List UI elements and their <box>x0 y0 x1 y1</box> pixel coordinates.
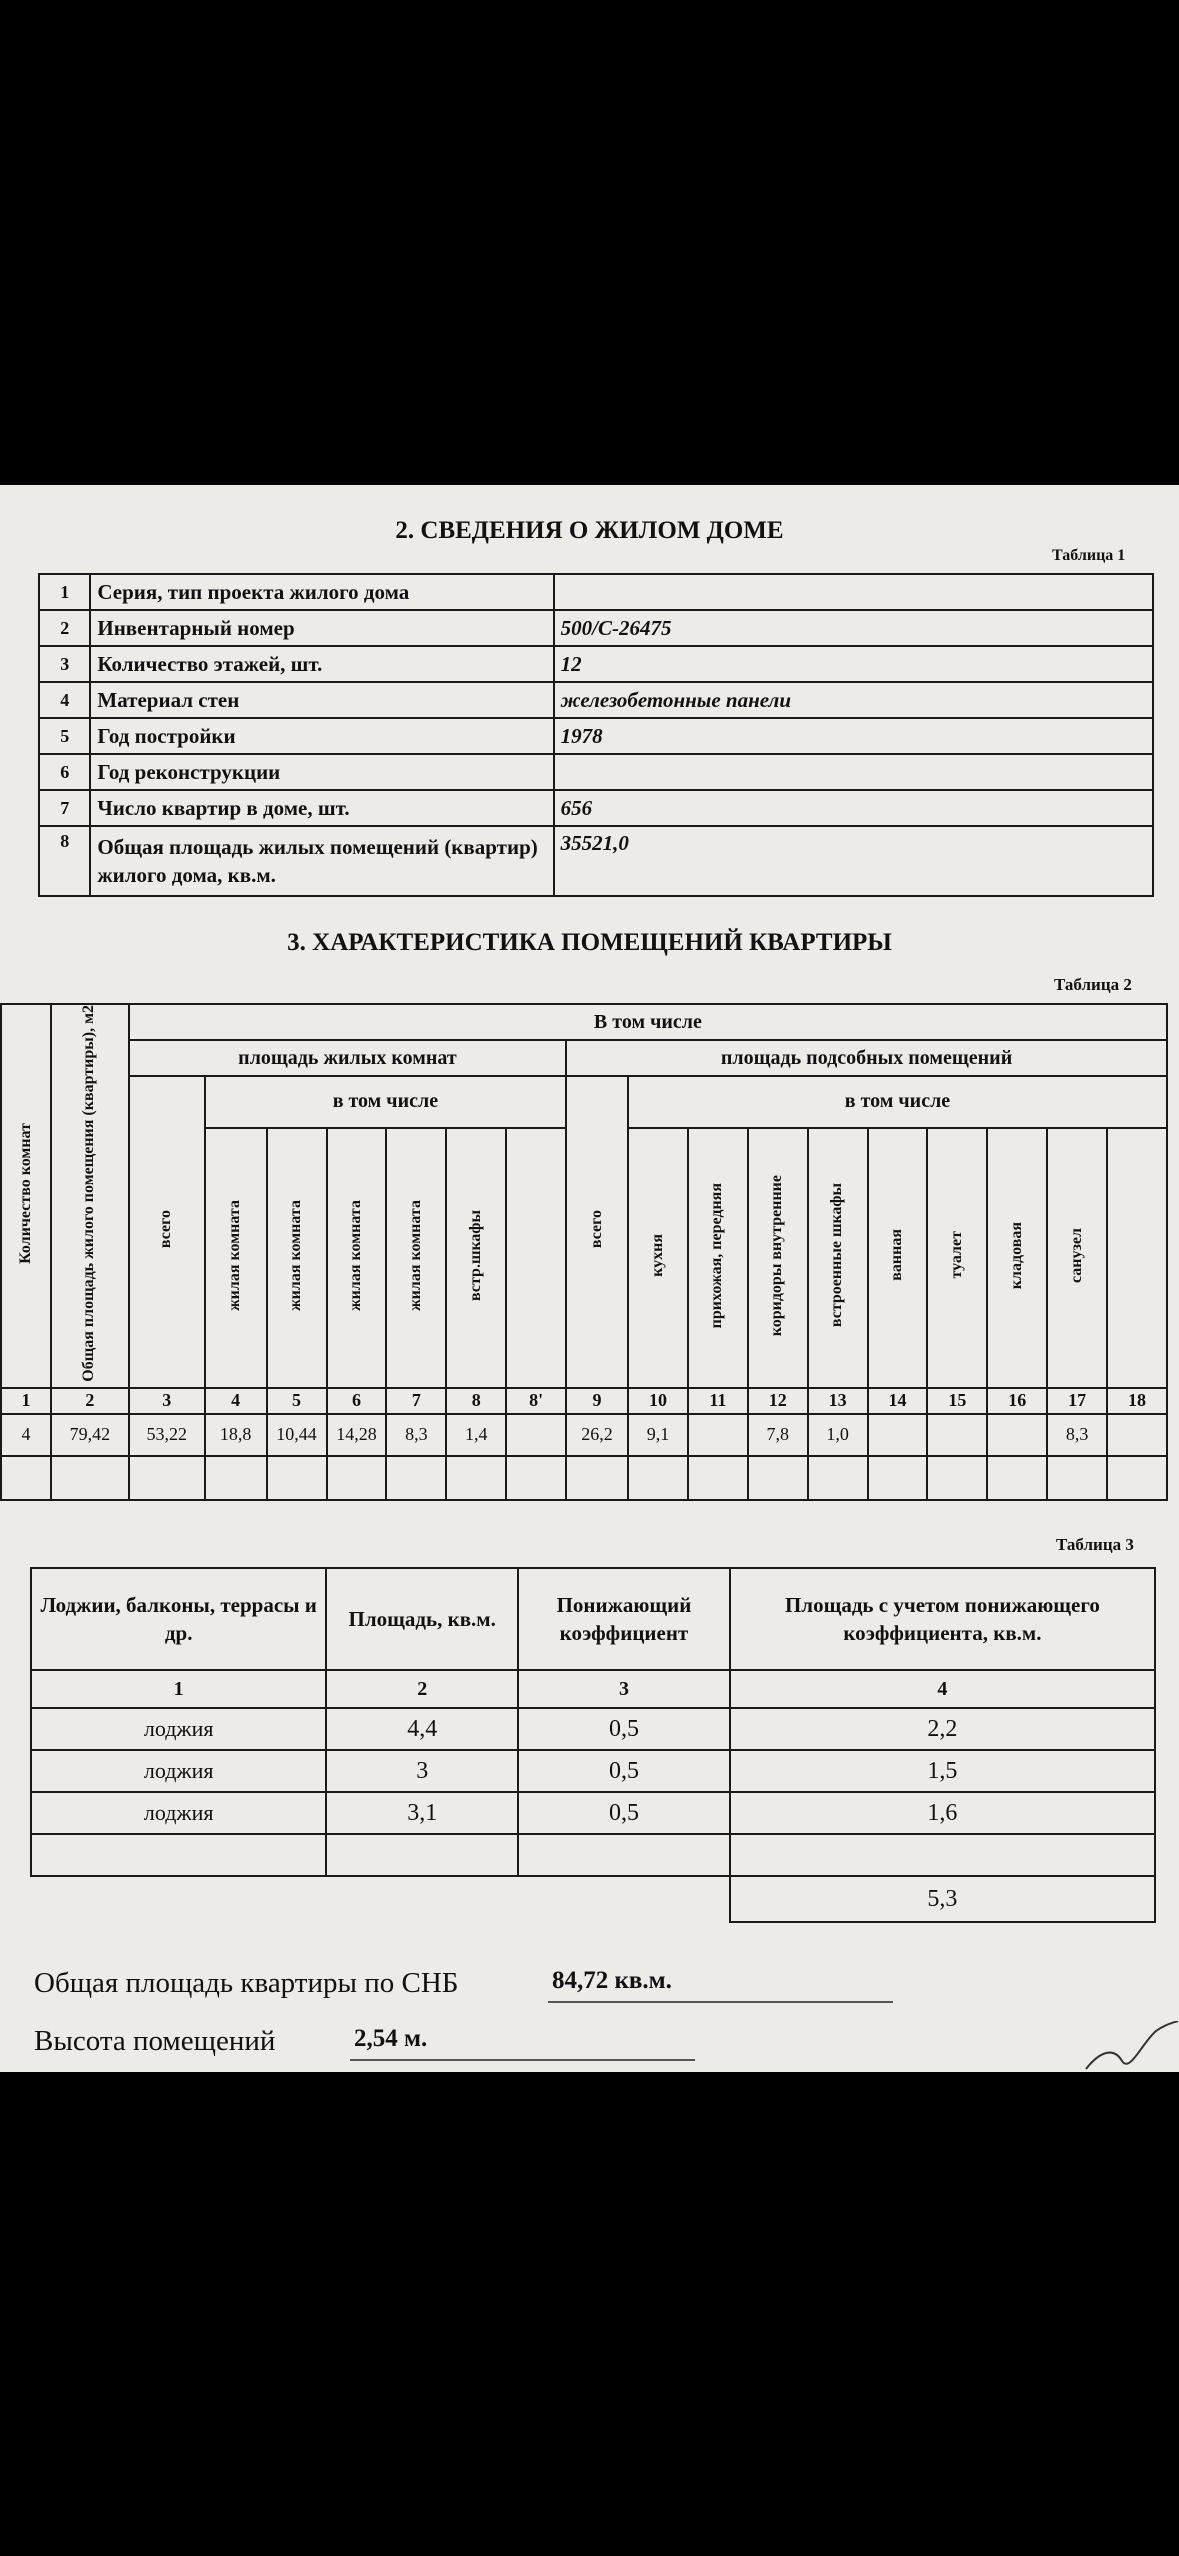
header-sub-incl-aux: в том числе <box>628 1076 1167 1128</box>
header-aux-area: площадь подсобных помещений <box>566 1040 1167 1076</box>
col-header-rooms: Количество комнат <box>1 1004 51 1388</box>
table-row: 4 Материал стен железобетонные панели <box>39 682 1153 718</box>
underline <box>350 2059 695 2061</box>
total-area-value: 84,72 кв.м. <box>552 1967 672 1994</box>
table-row: 2 Инвентарный номер 500/С-26475 <box>39 610 1153 646</box>
document-page <box>0 485 1179 2072</box>
table1-label: Таблица 1 <box>1052 547 1126 564</box>
total-area-label: Общая площадь квартиры по СНБ <box>34 1967 459 1999</box>
column-numbers-row: 1 2 3 4 <box>31 1670 1155 1708</box>
table3-total-row <box>31 1876 1155 1922</box>
header-sub-incl-living: в том числе <box>205 1076 566 1128</box>
table2-label: Таблица 2 <box>1054 975 1132 994</box>
inventory-number: 500/С-26475 <box>554 610 1153 646</box>
apartment-rooms-table: Количество комнат Общая площадь жилого помещения (квартиры), м2 В том числе площадь жилых комнат площадь подсобных помещений всего в том числе всего в том числе жилая комната жилая комната жилая комната жилая комната встр.шкафы кухня прихожая, передняя коридоры внутренние встроенные шкафы ванная туалет кладовая санузел 1 2 3 4 5 6 7 8 8' 9 10 11 12 13 14 15 16 17 18 4 79,42 53,22 18,8 10,44 14,28 8,3 1,4 26,2 9,1 7,8 1,0 8,3 <box>0 1003 1168 1501</box>
section3-title: 3. ХАРАКТЕРИСТИКА ПОМЕЩЕНИЙ КВАРТИРЫ <box>287 929 892 956</box>
table-row: 4 79,42 53,22 18,8 10,44 14,28 8,3 1,4 26,2 9,1 7,8 1,0 8,3 <box>1 1414 1167 1456</box>
table3-label: Таблица 3 <box>1056 1535 1134 1554</box>
table-row: лоджия 3,1 0,5 1,6 <box>31 1792 1155 1834</box>
column-numbers-row: 1 2 3 4 5 6 7 8 8' 9 10 11 12 13 14 15 16 17 18 <box>1 1388 1167 1414</box>
table3-header-row: Лоджии, балконы, террасы и др. Площадь, кв.м. Понижающий коэффициент Площадь с учетом понижающего коэффициента, кв.м. <box>31 1568 1155 1670</box>
table-row: 7 Число квартир в доме, шт. 656 <box>39 790 1153 826</box>
table-row: лоджия 3 0,5 1,5 <box>31 1750 1155 1792</box>
balcony-total: 5,3 <box>730 1876 1155 1922</box>
height-value: 2,54 м. <box>354 2025 428 2052</box>
header-living-area: площадь жилых комнат <box>129 1040 566 1076</box>
col-aux-total: всего <box>566 1076 628 1388</box>
table-row: лоджия 4,4 0,5 2,2 <box>31 1708 1155 1750</box>
signature-mark <box>1080 2021 1179 2072</box>
section2-title: 2. СВЕДЕНИЯ О ЖИЛОМ ДОМЕ <box>395 517 784 544</box>
balconies-table <box>30 1567 1156 1923</box>
height-label: Высота помещений <box>34 2025 276 2057</box>
col-living-total: всего <box>129 1076 205 1388</box>
col-header-total-area: Общая площадь жилого помещения (квартиры), м2 <box>51 1004 129 1388</box>
table-row: 3 Количество этажей, шт. 12 <box>39 646 1153 682</box>
table-row <box>31 1834 1155 1876</box>
table-row: 8 Общая площадь жилых помещений (квартир) жилого дома, кв.м. 35521,0 <box>39 826 1153 896</box>
table-row: 6 Год реконструкции <box>39 754 1153 790</box>
header-incl: В том числе <box>129 1004 1167 1040</box>
table-row <box>1 1456 1167 1500</box>
underline <box>548 2001 893 2003</box>
table-row: 1 Серия, тип проекта жилого дома <box>39 574 1153 610</box>
table-row: 5 Год постройки 1978 <box>39 718 1153 754</box>
house-info-table <box>38 573 1154 897</box>
